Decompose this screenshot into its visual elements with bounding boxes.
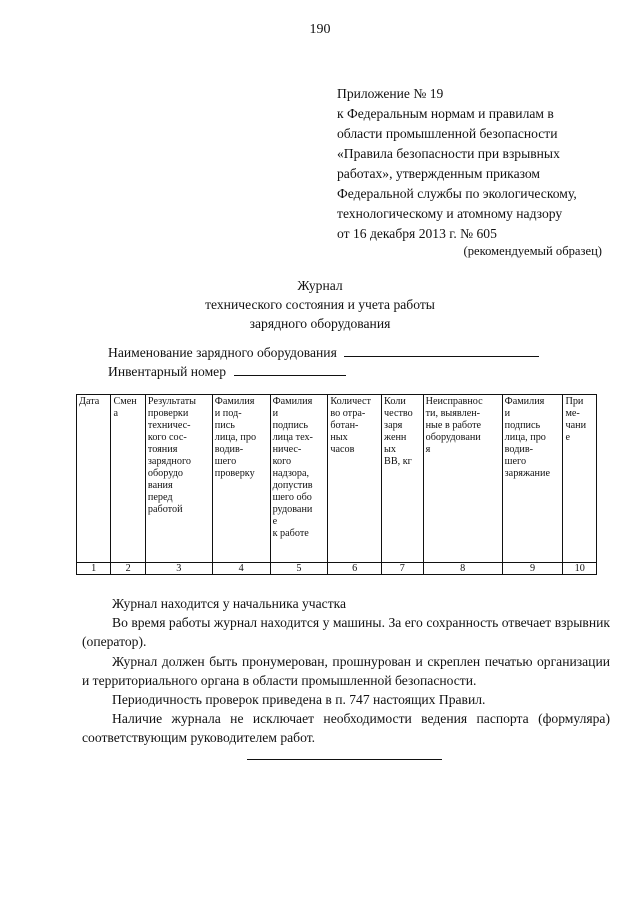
- inventory-number-label: Инвентарный номер: [108, 364, 227, 379]
- title-line-2: технического состояния и учета работы: [205, 297, 435, 312]
- appendix-line: Федеральной службы по экологическому,: [337, 186, 577, 201]
- column-number-cell: 3: [145, 563, 212, 575]
- equipment-name-label: Наименование зарядного оборудования: [108, 345, 337, 360]
- equipment-name-blank[interactable]: [344, 343, 539, 357]
- paragraph: Наличие журнала не исключает необходимости ведения паспорта (формуляра) соответствующим руководителем работ.: [82, 711, 610, 746]
- journal-title: [0, 276, 640, 333]
- appendix-line: области промышленной безопасности: [337, 126, 558, 141]
- paragraph: Журнал находится у начальника участка: [112, 596, 347, 611]
- paragraph: Журнал должен быть пронумерован, прошнурован и скреплен печатью организации и территориального органа в области промышленной безопасности.: [82, 653, 610, 688]
- header-cell: Смен а: [111, 395, 145, 563]
- column-number-cell: 6: [328, 563, 382, 575]
- appendix-line: Приложение № 19: [337, 86, 444, 101]
- appendix-line: технологическому и атомному надзору: [337, 206, 563, 221]
- inventory-number-row: [108, 362, 539, 381]
- column-number-cell: 5: [270, 563, 328, 575]
- page-number: 190: [309, 22, 331, 37]
- title-line-3: зарядного оборудования: [249, 316, 391, 331]
- journal-fields: [108, 343, 539, 381]
- body-text: [82, 594, 610, 748]
- column-number-cell: 1: [77, 563, 111, 575]
- footer-divider: [247, 759, 442, 760]
- sample-note: (рекомендуемый образец): [463, 244, 602, 258]
- header-cell: Фамилия и подпись лица, про водив- шего заряжание: [502, 395, 563, 563]
- table-column-numbers-row: [77, 563, 597, 575]
- appendix-line: от 16 декабря 2013 г. № 605: [337, 226, 497, 241]
- appendix-line: работах», утвержденным приказом: [337, 166, 541, 181]
- header-cell: Результаты проверки техничес- кого сос- тояния зарядного оборудо вания перед работой: [145, 395, 212, 563]
- column-number-cell: 10: [563, 563, 597, 575]
- equipment-name-row: [108, 343, 539, 362]
- title-line-1: Журнал: [297, 278, 343, 293]
- paragraph: Периодичность проверок приведена в п. 747 настоящих Правил.: [112, 692, 486, 708]
- header-cell: При ме- чани е: [563, 395, 597, 563]
- appendix-line: «Правила безопасности при взрывных: [337, 146, 560, 161]
- header-cell: Коли чество заря женн ых ВВ, кг: [382, 395, 424, 563]
- column-number-cell: 4: [212, 563, 270, 575]
- appendix-line: к Федеральным нормам и правилам в: [337, 106, 554, 121]
- column-number-cell: 9: [502, 563, 563, 575]
- header-cell: Неисправнос ти, выявлен- ные в работе оборудовани я: [423, 395, 502, 563]
- table-header-row: [77, 395, 597, 563]
- column-number-cell: 2: [111, 563, 145, 575]
- header-cell: Фамилия и подпись лица тех- ничес- кого надзора, допустив шего обо рудовани е к работе: [270, 395, 328, 563]
- journal-table: [76, 394, 597, 575]
- inventory-number-blank[interactable]: [234, 362, 346, 376]
- column-number-cell: 7: [382, 563, 424, 575]
- header-cell: Количест во отра- ботан- ных часов: [328, 395, 382, 563]
- appendix-header: [337, 84, 577, 244]
- paragraph: Во время работы журнал находится у машины. За его сохранность отвечает взрывник (оператор).: [82, 615, 610, 650]
- column-number-cell: 8: [423, 563, 502, 575]
- header-cell: Дата: [77, 395, 111, 563]
- header-cell: Фамилия и под- пись лица, про водив- шего проверку: [212, 395, 270, 563]
